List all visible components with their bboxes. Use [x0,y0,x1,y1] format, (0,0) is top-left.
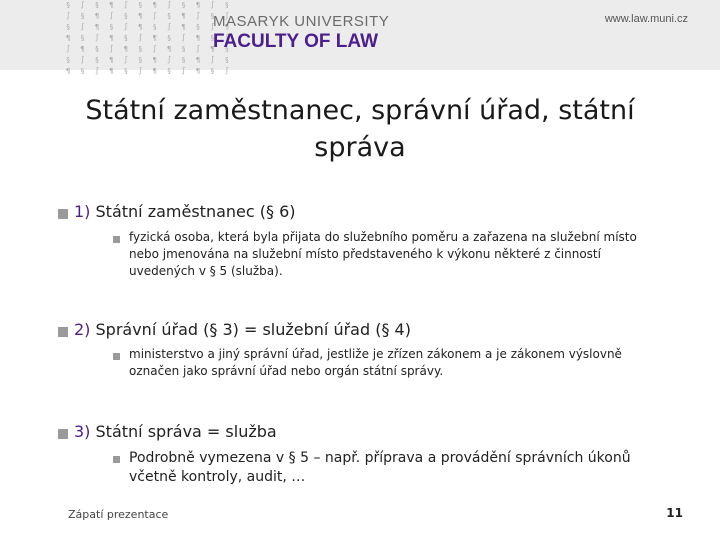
sub-bullet-square-icon [113,236,120,243]
slide-header [0,0,720,75]
bullet-square-icon [58,209,68,219]
bullet-heading-text: Státní zaměstnanec (§ 6) [95,202,296,221]
bullet-heading-text: Správní úřad (§ 3) = služební úřad (§ 4) [95,320,411,339]
bullet-heading [74,202,296,221]
text-line: ministerstvo a jiný správní úřad, jestliže je zřízen zákonem a je zákonem výslovně [129,347,622,361]
text-line: označen jako správní úřad nebo orgán státní správy. [129,364,444,378]
text-line: fyzická osoba, která byla přijata do služebního poměru a zařazena na služební místo [129,230,637,244]
bullet-square-icon [58,429,68,439]
page-number: 11 [666,506,683,520]
faculty-name: FACULTY OF LAW [213,31,379,52]
text-line: Podrobně vymezena v § 5 – např. příprava a provádění správních úkonů [129,450,631,466]
sub-bullet-text [129,229,689,280]
sub-bullet-text [129,449,689,487]
sub-bullet-square-icon [113,353,120,360]
bullet-heading [74,320,411,339]
bullet-heading-text: Státní správa = služba [95,422,277,441]
bullet-number: 3) [74,422,91,441]
university-name: MASARYK UNIVERSITY [213,13,390,30]
text-line: uvedených v § 5 (služba). [129,264,283,278]
slide-title [60,92,660,166]
slide-title-line: správa [314,132,406,163]
website-url: www.law.muni.cz [604,13,688,25]
slide-title-line: Státní zaměstnanec, správní úřad, státní [85,95,635,126]
bullet-square-icon [58,327,68,337]
text-line: včetně kontroly, audit, … [129,469,306,485]
law-symbols-pattern: § ∫ § ¶ ∫ § ¶ ∫ § ¶ ∫ § ∫ § ¶ ∫ § ¶ ∫ § ¶ ∫ § ∫ § ∫ ¶ § ∫ ¶ § ∫ ¶ § ∫ ¶ ¶ § ∫ ¶ § ∫ ¶ § ∫ ¶ § ∫ ∫ ¶ § ∫ ¶ § ∫ ¶ § ∫ ¶ § § ∫ § ¶ ∫ § ¶ ∫ § ¶ ∫ § ¶ § ∫ ¶ § ∫ ¶ § ∫ ¶ § ∫ [66,1,232,75]
sub-bullet-text [129,346,689,380]
bullet-number: 2) [74,320,91,339]
footer-text: Zápatí prezentace [68,508,169,521]
text-line: nebo jmenována na služební místo představeného k výkonu některé z činností [129,247,601,261]
bullet-number: 1) [74,202,91,221]
bullet-heading [74,422,277,441]
sub-bullet-square-icon [113,456,120,463]
